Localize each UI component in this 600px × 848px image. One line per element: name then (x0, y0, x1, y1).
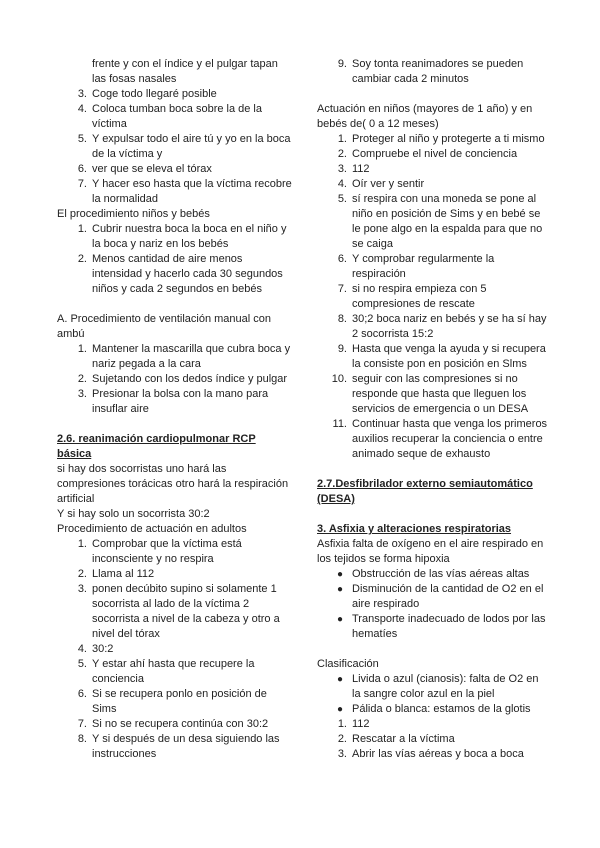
list-number: 4. (77, 643, 87, 655)
list-item (317, 57, 549, 87)
list-number: 4. (337, 178, 347, 190)
list-text: 112 (352, 718, 370, 730)
list-number: 5. (77, 658, 87, 670)
list-text: Y hacer eso hasta que la víctima recobre la normalidad (92, 178, 292, 205)
list-text: Compruebe el nivel de conciencia (352, 148, 518, 160)
bullet-icon: ● (337, 569, 344, 580)
list-number: 3. (77, 388, 87, 400)
list-item (57, 102, 292, 132)
list-number: 9. (337, 58, 347, 70)
paragraph: Asfixia falta de oxígeno en el aire respirado en los tejidos se forma hipoxia (317, 538, 544, 565)
list-number: 8. (337, 313, 347, 325)
list-item (317, 192, 549, 252)
bullet-item (317, 612, 549, 642)
list-item (317, 417, 549, 462)
list-item (317, 312, 549, 342)
list-text: Si se recupera ponlo en posición de Sims (92, 688, 267, 715)
paragraph: si hay dos socorristas uno hará las compresiones torácicas otro hará la respiración artificial (57, 463, 289, 505)
list-number: 3. (77, 88, 87, 100)
list-item (317, 717, 549, 732)
paragraph: Clasificación (317, 658, 379, 670)
list-text: Si no se recupera continúa con 30:2 (92, 718, 269, 730)
bullet-icon: ● (337, 674, 344, 685)
list-text: Y estar ahí hasta que recupere la conciencia (92, 658, 255, 685)
bullet-text: Disminución de la cantidad de O2 en el aire respirado (352, 583, 544, 610)
list-number: 9. (337, 343, 347, 355)
right-column (317, 57, 549, 762)
bullet-text: Livida o azul (cianosis): falta de O2 en la sangre color azul en la piel (352, 673, 539, 700)
list-number: 1. (337, 133, 347, 145)
list-item (57, 162, 292, 177)
list-text: Y si después de un desa siguiendo las instrucciones (92, 733, 280, 760)
list-item (317, 732, 549, 747)
list-item (57, 642, 292, 657)
list-text: Comprobar que la víctima está inconsciente y no respira (92, 538, 242, 565)
bullet-item (317, 567, 549, 582)
list-text: Sujetando con los dedos índice y pulgar (92, 373, 288, 385)
continued-text: frente y con el índice y el pulgar tapan las fosas nasales (92, 58, 278, 85)
list-item (57, 732, 292, 762)
list-text: Soy tonta reanimadores se pueden cambiar cada 2 minutos (352, 58, 524, 85)
bullet-text: Obstrucción de las vías aéreas altas (352, 568, 530, 580)
bullet-item (317, 672, 549, 702)
list-item (57, 687, 292, 717)
bullet-text: Pálida o blanca: estamos de la glotis (352, 703, 531, 715)
list-number: 6. (337, 253, 347, 265)
list-number: 5. (337, 193, 347, 205)
list-item (317, 132, 549, 147)
list-text: ponen decúbito supino si solamente 1 socorrista al lado de la víctima 2 socorrista a nivel de la cabeza y otro a nivel del tórax (92, 583, 280, 640)
bullet-text: Transporte inadecuado de lodos por las hematíes (352, 613, 546, 640)
list-number: 2. (77, 253, 87, 265)
paragraph: El procedimiento niños y bebés (57, 208, 210, 220)
section-heading: 3. Asfixia y alteraciones respiratorias (317, 523, 512, 535)
list-number: 2. (337, 148, 347, 160)
paragraph: A. Procedimiento de ventilación manual con ambú (57, 313, 272, 340)
list-number: 1. (77, 343, 87, 355)
list-text: Menos cantidad de aire menos intensidad y hacerlo cada 30 segundos niños y cada 2 segundos en bebés (92, 253, 283, 295)
numbered-list (57, 222, 292, 297)
list-number: 7. (77, 718, 87, 730)
list-text: Abrir las vías aéreas y boca a boca (352, 748, 524, 760)
numbered-list (317, 57, 549, 87)
list-item (317, 147, 549, 162)
list-text: sí respira con una moneda se pone al niño en posición de Sims y en bebé se le pone algo en la espalda para que no se caiga (352, 193, 543, 250)
numbered-list (317, 132, 549, 462)
numbered-list (57, 342, 292, 417)
list-item (317, 342, 549, 372)
list-number: 10. (331, 373, 347, 385)
list-text: Rescatar a la víctima (352, 733, 455, 745)
list-number: 1. (77, 223, 87, 235)
list-text: Y expulsar todo el aire tú y yo en la boca de la víctima y (92, 133, 291, 160)
list-number: 3. (77, 583, 87, 595)
list-item (57, 87, 292, 102)
bullet-item (317, 582, 549, 612)
list-text: ver que se eleva el tórax (92, 163, 212, 175)
list-item (57, 177, 292, 207)
list-text: Y comprobar regularmente la respiración (352, 253, 495, 280)
list-number: 1. (337, 718, 347, 730)
list-text: Cubrir nuestra boca la boca en el niño y la boca y nariz en los bebés (92, 223, 287, 250)
list-text: Mantener la mascarilla que cubra boca y nariz pegada a la cara (92, 343, 291, 370)
bullet-icon: ● (337, 704, 344, 715)
list-text: Hasta que venga la ayuda y si recupera la consiste pon en posición en Slms (352, 343, 546, 370)
list-item (57, 132, 292, 162)
list-item (57, 252, 292, 297)
list-item (57, 582, 292, 642)
paragraph: Y si hay solo un socorrista 30:2 (57, 508, 210, 520)
bullet-list (317, 567, 549, 642)
list-item (57, 222, 292, 252)
paragraph: Procedimiento de actuación en adultos (57, 523, 247, 535)
list-text: Oír ver y sentir (352, 178, 425, 190)
list-number: 6. (77, 163, 87, 175)
list-number: 7. (77, 178, 87, 190)
list-number: 2. (77, 373, 87, 385)
list-item (57, 537, 292, 567)
list-text: 112 (352, 163, 370, 175)
list-number: 7. (337, 283, 347, 295)
list-item (57, 372, 292, 387)
list-number: 6. (77, 688, 87, 700)
list-number: 1. (77, 538, 87, 550)
list-number: 4. (77, 103, 87, 115)
left-column (57, 57, 292, 762)
list-item (57, 657, 292, 687)
list-item (57, 342, 292, 372)
list-number: 8. (77, 733, 87, 745)
list-item (317, 162, 549, 177)
list-text: Continuar hasta que venga los primeros auxilios recuperar la conciencia o entre animado seque de exhausto (352, 418, 548, 460)
list-text: 30;2 boca nariz en bebés y se ha sí hay 2 socorrista 15:2 (352, 313, 547, 340)
list-text: Presionar la bolsa con la mano para insuflar aire (92, 388, 269, 415)
list-item (317, 252, 549, 282)
section-heading: 2.6. reanimación cardiopulmonar RCP básica (57, 433, 256, 460)
numbered-list (57, 537, 292, 762)
list-item (57, 387, 292, 417)
list-text: Coge todo llegaré posible (92, 88, 217, 100)
list-number: 11. (332, 418, 347, 430)
bullet-icon: ● (337, 614, 344, 625)
bullet-icon: ● (337, 584, 344, 595)
list-number: 2. (337, 733, 347, 745)
list-item (317, 747, 549, 762)
list-number: 3. (337, 748, 347, 760)
list-item (57, 717, 292, 732)
list-number: 2. (77, 568, 87, 580)
list-item (57, 567, 292, 582)
numbered-list (317, 717, 549, 762)
list-text: si no respira empieza con 5 compresiones de rescate (352, 283, 487, 310)
numbered-list (57, 87, 292, 207)
list-number: 3. (337, 163, 347, 175)
list-item (317, 372, 549, 417)
list-text: 30:2 (92, 643, 114, 655)
list-item (317, 177, 549, 192)
list-text: Coloca tumban boca sobre la de la víctima (92, 103, 262, 130)
list-text: seguir con las compresiones si no responde que hasta que lleguen los servicios de emergencia o un DESA (352, 373, 529, 415)
list-item (317, 282, 549, 312)
list-number: 5. (77, 133, 87, 145)
bullet-list (317, 672, 549, 717)
bullet-item (317, 702, 549, 717)
list-text: Proteger al niño y protegerte a ti mismo (352, 133, 545, 145)
list-text: Llama al 112 (92, 568, 155, 580)
paragraph: Actuación en niños (mayores de 1 año) y en bebés de( 0 a 12 meses) (317, 103, 533, 130)
section-heading: 2.7.Desfibrilador externo semiautomático (DESA) (317, 478, 533, 505)
